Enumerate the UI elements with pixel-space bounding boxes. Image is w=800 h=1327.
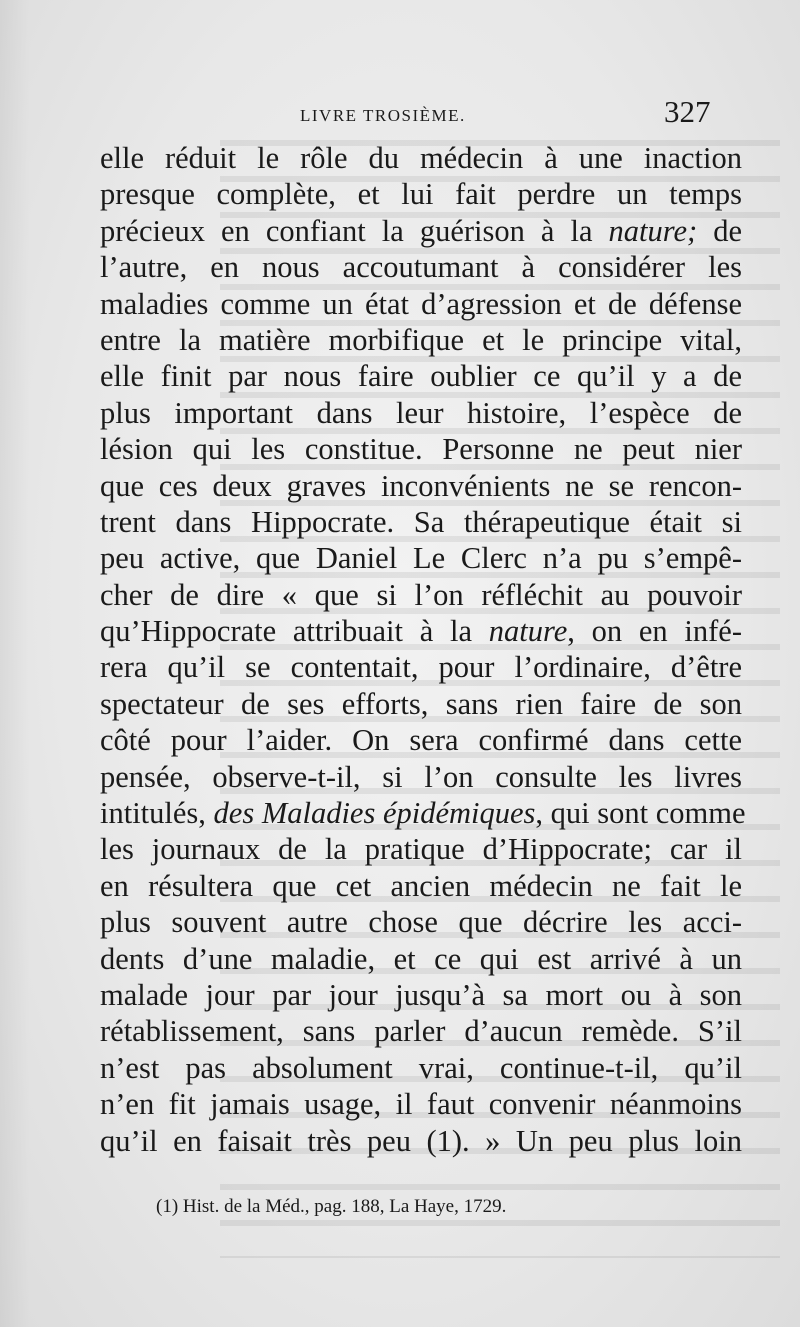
text-run: n’est pas absolument vrai, continue-t-il, qu’il (100, 1050, 742, 1085)
text-run: entre la matière morbifique et le principe vital, (100, 322, 742, 357)
text-line (100, 358, 742, 394)
text-line (100, 577, 742, 613)
text-line (100, 176, 742, 212)
text-line (100, 1086, 742, 1122)
text-line (100, 941, 742, 977)
text-line (100, 1013, 742, 1049)
text-run: , qui sont comme (535, 796, 746, 831)
text-line (100, 286, 742, 322)
text-line (100, 904, 742, 940)
text-run: les journaux de la pratique d’Hippocrate; car il (100, 832, 742, 867)
text-line (100, 395, 742, 431)
text-run: pensée, observe-t-il, si l’on consulte les livres (100, 759, 742, 794)
text-line (100, 504, 742, 540)
text-run: en résultera que cet ancien médecin ne fait le (100, 868, 742, 903)
text-run: n’en fit jamais usage, il faut convenir néanmoins (100, 1087, 742, 1122)
text-line (100, 1050, 742, 1086)
text-run: elle finit par nous faire oublier ce qu’il y a de (100, 359, 742, 394)
running-head: LIVRE TROSIÈME. (300, 106, 466, 125)
text-run: malade jour par jour jusqu’à sa mort ou à son (100, 977, 742, 1012)
text-run: cher de dire « que si l’on réfléchit au pouvoir (100, 577, 742, 612)
text-run: maladies comme un état d’agression et de défense (100, 286, 742, 321)
page-header (0, 92, 800, 136)
text-run: trent dans Hippocrate. Sa thérapeutique était si (100, 504, 742, 539)
text-line (100, 213, 742, 249)
text-run: côté pour l’aider. On sera confirmé dans cette (100, 723, 742, 758)
text-line (100, 540, 742, 576)
text-run: précieux en confiant la guérison à la (100, 213, 609, 248)
page-shadow (0, 0, 30, 1327)
text-run: plus souvent autre chose que décrire les acci- (100, 905, 742, 940)
text-run: qu’il en faisait très peu (1). » Un peu plus loin (100, 1123, 742, 1158)
text-run: spectateur de ses efforts, sans rien faire de son (100, 686, 742, 721)
italic-text: nature; (608, 213, 698, 248)
text-run: elle réduit le rôle du médecin à une inaction (100, 141, 742, 175)
text-run: l’autre, en nous accoutumant à considérer les (100, 250, 742, 285)
page-number: 327 (664, 94, 711, 129)
text-line (100, 322, 742, 358)
text-run: rétablissement, sans parler d’aucun remède. S’il (100, 1014, 742, 1049)
body-text (100, 140, 746, 1159)
text-run: , on en infé- (567, 614, 742, 649)
text-line (100, 977, 742, 1013)
text-line (100, 686, 742, 722)
text-run: que ces deux graves inconvénients ne se rencon- (100, 468, 742, 503)
text-line (100, 722, 742, 758)
text-line (100, 249, 742, 285)
text-line (100, 431, 742, 467)
text-line (100, 831, 742, 867)
text-line (100, 795, 746, 831)
text-run: lésion qui les constitue. Personne ne peut nier (100, 432, 742, 467)
text-line (100, 649, 742, 685)
text-line (100, 468, 742, 504)
text-run: plus important dans leur histoire, l’espèce de (100, 395, 742, 430)
text-line (100, 613, 742, 649)
text-run: intitulés, (100, 796, 214, 831)
text-line (100, 1123, 742, 1159)
text-run: dents d’une maladie, et ce qui est arrivé à un (100, 941, 742, 976)
italic-text: nature (488, 614, 568, 649)
footnote: (1) Hist. de la Méd., pag. 188, La Haye, 1729. (156, 1196, 507, 1217)
text-run: presque complète, et lui fait perdre un temps (100, 177, 742, 212)
italic-text: des Maladies épidémiques (213, 796, 536, 831)
text-line (100, 140, 742, 176)
text-line (100, 868, 742, 904)
text-run: de (697, 213, 742, 248)
text-line (100, 759, 742, 795)
text-run: rera qu’il se contentait, pour l’ordinaire, d’être (100, 650, 742, 685)
text-run: qu’Hippocrate attribuait à la (100, 614, 489, 649)
text-run: peu active, que Daniel Le Clerc n’a pu s’empê- (100, 541, 742, 576)
